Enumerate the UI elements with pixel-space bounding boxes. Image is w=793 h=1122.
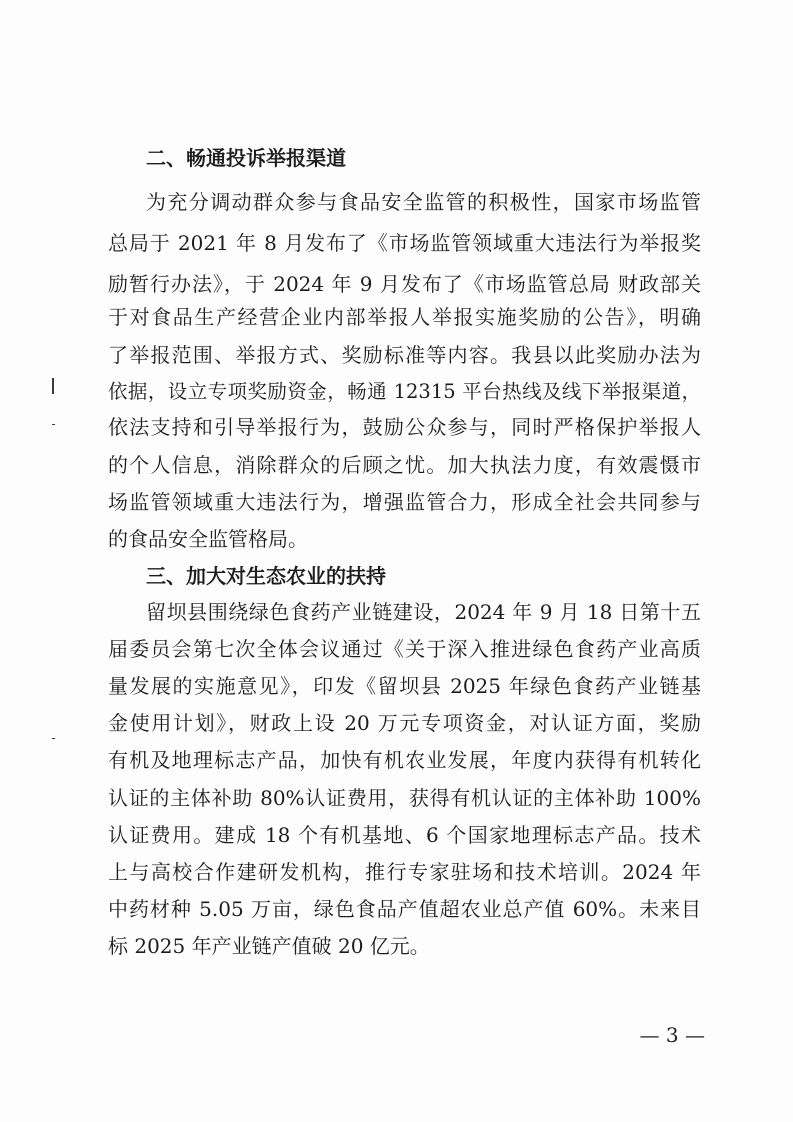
paragraph-line: 金使用计划》，财政上设 20 万元专项资金，对认证方面，奖励 <box>108 711 701 735</box>
section-heading: 三、加大对生态农业的扶持 <box>146 564 386 588</box>
binding-mark <box>52 424 55 425</box>
paragraph-line: 的食品安全监管格局。 <box>108 527 308 551</box>
binding-mark <box>52 738 55 739</box>
paragraph-line: 留坝县围绕绿色食药产业链建设，2024 年 9 月 18 日第十五 <box>146 600 701 624</box>
paragraph-line: 上与高校合作建研发机构，推行专家驻场和技术培训。2024 年 <box>108 860 701 884</box>
paragraph-line: 的个人信息，消除群众的后顾之忧。加大执法力度，有效震慑市 <box>108 453 701 477</box>
paragraph-line: 有机及地理标志产品，加快有机农业发展，年度内获得有机转化 <box>108 748 701 772</box>
paragraph-line: 了举报范围、举报方式、奖励标准等内容。我县以此奖励办法为 <box>108 343 701 367</box>
paragraph-line: 为充分调动群众参与食品安全监管的积极性，国家市场监管 <box>146 190 701 214</box>
paragraph-line: 中药材种 5.05 万亩，绿色食品产值超农业总产值 60%。未来目 <box>108 897 701 921</box>
section-heading: 二、畅通投诉举报渠道 <box>146 146 346 170</box>
binding-mark <box>52 378 54 394</box>
paragraph-line: 总局于 2021 年 8 月发布了《市场监管领域重大违法行为举报奖 <box>108 231 701 255</box>
paragraph-line: 场监管领域重大违法行为，增强监管合力，形成全社会共同参与 <box>108 490 701 514</box>
paragraph-line: 依据，设立专项奖励资金，畅通 12315 平台热线及线下举报渠道， <box>108 380 701 403</box>
paragraph-line: 标 2025 年产业链产值破 20 亿元。 <box>108 934 430 958</box>
page-number: — 3 — <box>639 1023 705 1047</box>
paragraph-line: 依法支持和引导举报行为，鼓励公众参与，同时严格保护举报人 <box>108 415 701 439</box>
paragraph-line: 于对食品生产经营企业内部举报人举报实施奖励的公告》，明确 <box>108 305 701 329</box>
paragraph-line: 励暂行办法》，于 2024 年 9 月发布了《市场监管总局 财政部关 <box>108 272 701 296</box>
paragraph-line: 认证的主体补助 80%认证费用，获得有机认证的主体补助 100% <box>108 786 701 810</box>
paragraph-line: 届委员会第七次全体会议通过《关于深入推进绿色食药产业高质 <box>108 637 701 661</box>
paragraph-line: 认证费用。建成 18 个有机基地、6 个国家地理标志产品。技术 <box>108 823 701 847</box>
paragraph-line: 量发展的实施意见》，印发《留坝县 2025 年绿色食药产业链基 <box>108 674 701 698</box>
